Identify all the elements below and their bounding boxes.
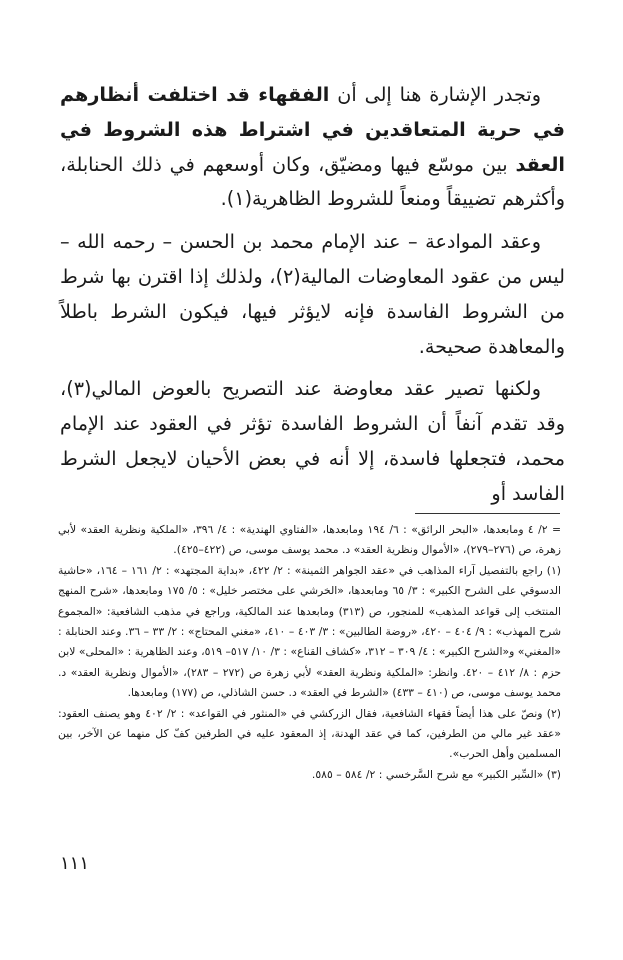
paragraph-2: وعقد الموادعة – عند الإمام محمد بن الحسن – رحمه الله – ليس من عقود المعاوضات المالية(٢)، ولذلك إذا اقترن بها شرط من الشروط الفاسدة فإنه لايؤثر فيها، فيكون الشرط باطلاً والمعاهدة صحيحة. bbox=[60, 230, 565, 358]
footnote-separator bbox=[415, 513, 560, 514]
page-number: ١١١ bbox=[60, 853, 90, 874]
footnote-3: (٣) «السِّير الكبير» مع شرح السَّرخسي : ٢/ ٥٨٤ – ٥٨٥. bbox=[311, 767, 561, 781]
footnote-2: (٢) ونصّ على هذا أيضاً فقهاء الشافعية، فقال الزركشي في «المنثور في القواعد» : ٢/ ٤٠٢ وهو يصنف العقود: «عقد غير مالي من الطرفين، كما في عقد الهدنة، إذ المعقود عليه في الطرفين كفّ كل منهما عن الآخر، بين المسلمين وأهل الحرب». bbox=[58, 706, 561, 761]
footnote-1: (١) راجع بالتفصيل آراء المذاهب في «عقد الجواهر الثمينة» : ٢/ ٤٢٢، «بداية المجتهد» : ٢/ ١٦١ – ١٦٤، «حاشية الدسوقي على الشرح الكبير» : ٣/ ٦٥ ومابعدها، «الخرشي على مختصر خليل» : ٥/ ١٧٥ ومابعدها، «شرح المنهج المنتخب إلى قواعد المذهب» للمنجور، ص (٣١٣) ومابعدها عند المالكية، وراجع في مذهب الشافعية: «المجموع شرح المهذب» : ٩/ ٤٠٤ – ٤٢٠، «روضة الطالبين» : ٣/ ٤٠٣ – ٤١٠، «مغني المحتاج» : ٢/ ٣٣ – ٣٦. وعند الحنابلة : «المغني» و«الشرح الكبير» : ٤/ ٣٠٩ – ٣١٢، «كشاف القناع» : ٣/ ١٠/ ٥١٧– ٥١٩، وعند الظاهرية : «المحلى» لابن حزم : ٨/ ٤١٢ – ٤٢٠. وانظر: «الملكية ونظرية العقد» لأبي زهرة ص (٢٧٢ – ٢٨٣)، «الأموال ونظرية العقد» د. محمد يوسف موسى، ص (٤١٠ – ٤٣٣) «الشرط في العقد» د. حسن الشاذلي، ص (١٧٧) ومابعدها. bbox=[58, 563, 562, 700]
paragraph-1-bold: الفقهاء قد اختلفت أنظارهم في حرية المتعاقدين في اشتراط هذه الشروط في العقد bbox=[60, 83, 565, 176]
paragraph-1-rest: بين موسّع فيها ومضيّق، وكان أوسعهم في ذلك الحنابلة، وأكثرهم تضييقاً ومنعاً للشروط الظاهرية(١). bbox=[60, 152, 565, 211]
paragraph-1 bbox=[60, 78, 565, 217]
footnotes bbox=[58, 520, 561, 785]
footnote-continued: = ٢/ ٤ ومابعدها، «البحر الرائق» : ٦/ ١٩٤ ومابعدها، «الفتاوي الهندية» : ٤/ ٣٩٦، «الملكية ونظرية العقد» لأبي زهرة، ص (٢٧٦–٢٧٩)، «الأموال ونظرية العقد» د. محمد يوسف موسى، ص (٤٢٢–٤٢٥). bbox=[58, 523, 562, 557]
main-text bbox=[60, 78, 565, 512]
paragraph-3: ولكنها تصير عقد معاوضة عند التصريح بالعوض المالي(٣)، وقد تقدم آنفاً أن الشروط الفاسدة تؤثر في العقود عند الإمام محمد، فتجعلها فاسدة، إلا أنه في بعض الأحيان لايجعل الشرط الفاسد أو bbox=[60, 377, 565, 505]
paragraph-1-intro: وتجدر الإشارة هنا إلى أن bbox=[329, 83, 541, 106]
